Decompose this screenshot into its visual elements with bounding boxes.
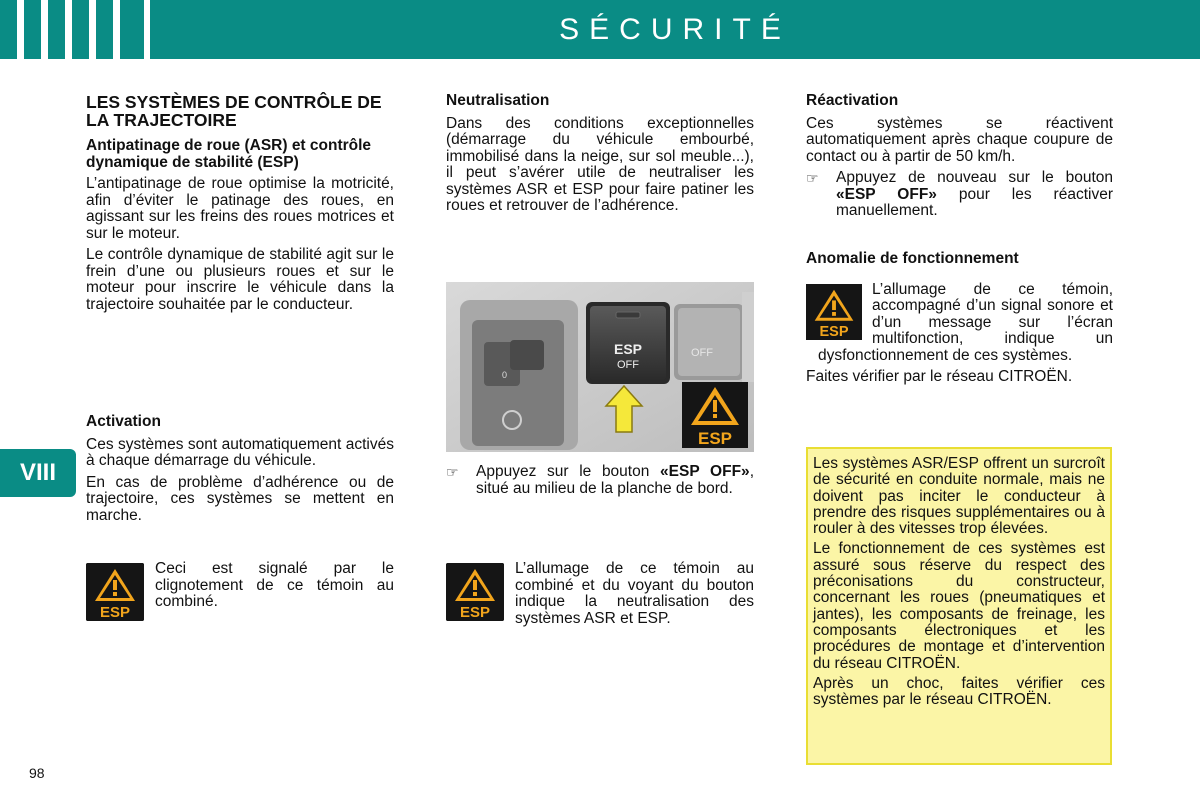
header-stripe bbox=[120, 0, 144, 59]
pointing-hand-icon: ☞ bbox=[446, 464, 459, 480]
header-stripe bbox=[0, 0, 17, 59]
section-subtitle: Antipatinage de roue (ASR) et contrôle dynamique de stabilité (ESP) bbox=[86, 137, 372, 171]
esp-warning-icon bbox=[446, 563, 504, 621]
activation-title: Activation bbox=[86, 413, 161, 430]
anomaly-title: Anomalie de fonctionnement bbox=[806, 250, 1019, 267]
pointing-hand-icon: ☞ bbox=[806, 170, 819, 186]
anomaly-section bbox=[806, 251, 1113, 391]
neutralisation-bullet: ☞ Appuyez sur le bouton «ESP OFF», situé au milieu de la planche de bord. bbox=[446, 463, 754, 497]
photo-off-label: OFF bbox=[617, 359, 639, 371]
page-header bbox=[0, 0, 1200, 59]
icon-caption bbox=[515, 561, 754, 632]
paragraph: Ces systèmes se réactivent automatiquement après chaque coupure de contact ou à partir de 50 km/h. bbox=[806, 114, 1113, 165]
note-paragraph: Le fonctionnement de ces systèmes est assuré sous réserve du respect des préconisations du constructeur, concernant les roues (pneumatiques et jantes), les composants de freinage, les composants électroniques et les procédures de montage et d’intervention du réseau CITROËN. bbox=[813, 540, 1105, 672]
neutralisation-title: Neutralisation bbox=[446, 92, 550, 109]
paragraph: Le contrôle dynamique de stabilité agit sur le frein d’une ou plusieurs roues et sur le moteur pour inscrire le véhicule dans la trajectoire souhaitée par le conducteur. bbox=[86, 246, 394, 313]
icon-caption bbox=[155, 561, 394, 616]
anomaly-text: L’allumage de ce témoin, accompagné d’un signal sonore et d’un message sur l’écran multifonction, indique un dysfonctionnement de ces systèmes. bbox=[818, 280, 1113, 364]
column-right: Réactivation Ces systèmes se réactivent automatiquement après chaque coupure de contact ou à partir de 50 km/h. ☞ Appuyez de nouveau sur le bouton «ESP OFF» pour les réactiver manuellement. bbox=[806, 92, 1113, 219]
esp-icon-label: ESP bbox=[819, 323, 849, 340]
photo-right-off-label: OFF bbox=[691, 347, 713, 359]
paragraph: En cas de problème d’adhérence ou de trajectoire, ces systèmes se mettent en marche. bbox=[86, 473, 394, 524]
header-stripe bbox=[48, 0, 65, 59]
safety-note bbox=[806, 447, 1112, 765]
icon-caption-text: Ceci est signalé par le clignotement de ce témoin au combiné. bbox=[155, 560, 394, 610]
page-title: SÉCURITÉ bbox=[559, 13, 791, 46]
column-middle bbox=[446, 93, 754, 220]
photo-esp-label: ESP bbox=[613, 341, 643, 357]
section-title: LES SYSTÈMES DE CONTRÔLE DE LA TRAJECTOIRE bbox=[86, 92, 382, 130]
esp-icon-label: ESP bbox=[99, 604, 131, 621]
column-left bbox=[86, 93, 394, 318]
esp-icon-label: ESP bbox=[459, 604, 491, 621]
reactivation-title: Réactivation bbox=[806, 92, 899, 109]
header-stripe bbox=[72, 0, 89, 59]
esp-warning-icon bbox=[806, 284, 862, 340]
photo-esp-icon-label: ESP bbox=[697, 429, 733, 448]
esp-warning-icon bbox=[86, 563, 144, 621]
photo-left-label: 0 bbox=[502, 370, 508, 380]
paragraph: Dans des conditions exceptionnelles (démarrage du véhicule embourbé, immobilisé dans la neige, sur sol meuble...), il peut s’avérer utile de neutraliser les systèmes ASR et ESP pour faire patiner les roues et retrouver de l’adhérence. bbox=[446, 114, 754, 214]
note-paragraph: Les systèmes ASR/ESP offrent un surcroît de sécurité en conduite normale, mais ne doivent pas inciter le conducteur à prendre des risques supplémentaires ou à rouler à des vitesses trop élevées. bbox=[813, 455, 1105, 538]
page-number: 98 bbox=[29, 765, 45, 781]
paragraph: Ces systèmes sont automatiquement activés à chaque démarrage du véhicule. bbox=[86, 435, 394, 469]
chapter-tab: VIII bbox=[0, 449, 76, 497]
anomaly-advice: Faites vérifier par le réseau CITROËN. bbox=[806, 368, 1073, 385]
activation-section bbox=[86, 414, 394, 529]
note-paragraph: Après un choc, faites vérifier ces systèmes par le réseau CITROËN. bbox=[813, 674, 1105, 709]
icon-caption-text: L’allumage de ce témoin au combiné et du voyant du bouton indique la neutralisation des systèmes ASR et ESP. bbox=[515, 560, 754, 627]
header-stripe bbox=[96, 0, 113, 59]
header-stripe bbox=[24, 0, 41, 59]
paragraph: L’antipatinage de roue optimise la motricité, afin d’éviter le patinage des roues, en agissant sur les freins des roues motrices et sur le moteur. bbox=[86, 175, 394, 242]
dashboard-photo bbox=[446, 282, 754, 452]
